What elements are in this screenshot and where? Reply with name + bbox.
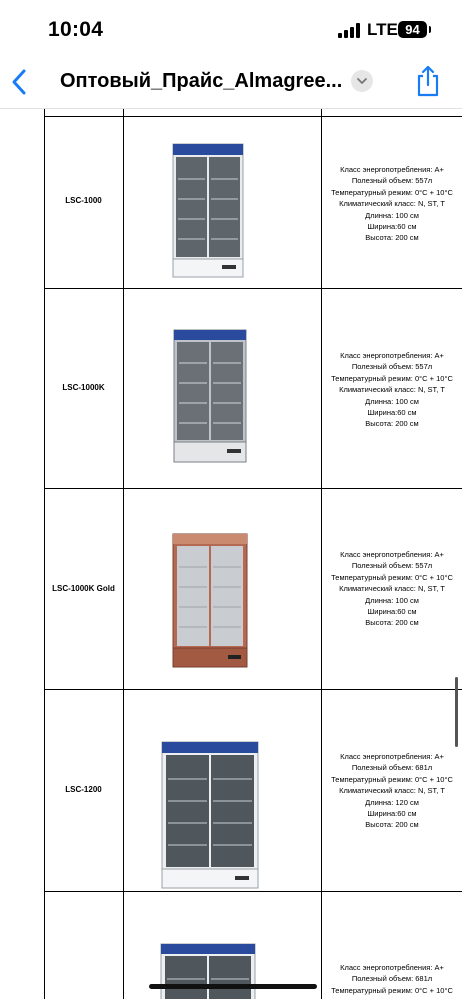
spec-line: Ширина:60 см [367, 607, 417, 617]
spec-line: Класс энергопотребления: A+ [340, 752, 444, 761]
network-type: LTE [367, 20, 398, 39]
fridge-image [161, 741, 259, 889]
spec-line: Климатический класс: N, ST, T [339, 786, 445, 796]
spec-line: Ширина:60 см [367, 222, 417, 232]
spec-line: Класс энергопотребления: A+ [340, 165, 444, 174]
table-row [44, 689, 462, 690]
fridge-image [173, 329, 247, 463]
fridge-image [172, 143, 244, 278]
table-border [44, 109, 45, 999]
spec-line: Температурный режим: 0°C + 10°C [331, 572, 453, 582]
fridge-image [172, 533, 248, 668]
spec-line: Температурный режим: 0°C + 10°C [331, 774, 453, 784]
spec-list [322, 549, 462, 629]
spec-line: Класс энергопотребления: A+ [340, 550, 444, 559]
battery-tip [429, 26, 431, 33]
spec-line: Высота: 200 см [365, 419, 419, 429]
spec-line: Температурный режим: 0°C + 10°C [331, 985, 453, 995]
spec-line: Ширина:60 см [367, 408, 417, 418]
spec-line: Высота: 200 см [365, 233, 419, 243]
spec-line: Климатический класс: N, ST, T [339, 199, 445, 209]
share-icon [414, 64, 442, 98]
spec-line: Класс энергопотребления: A+ [340, 351, 444, 360]
spec-line: Длинна: 100 см [365, 396, 419, 406]
share-button[interactable] [414, 64, 442, 98]
spec-line: Температурный режим: 0°C + 10°C [331, 187, 453, 197]
table-border [123, 109, 124, 999]
table-row [44, 488, 462, 489]
spec-list [322, 350, 462, 430]
document-title[interactable]: Оптовый_Прайс_Almagree... [60, 70, 343, 92]
status-bar [0, 0, 462, 56]
status-time: 10:04 [48, 18, 104, 41]
spec-line: Полезный объем: 681л [351, 974, 433, 984]
spec-line: Полезный объем: 681л [351, 763, 433, 773]
spec-line: Класс энергопотребления: A+ [340, 963, 444, 972]
title-menu-button[interactable] [351, 70, 373, 92]
spec-line: Высота: 200 см [365, 618, 419, 628]
table-row [44, 891, 462, 892]
model-name: LSC-1000 [65, 196, 102, 205]
back-button[interactable] [8, 66, 32, 98]
model-name: LSC-1000K Gold [52, 584, 115, 593]
model-name: LSC-1200 [65, 785, 102, 794]
home-indicator[interactable] [149, 984, 317, 989]
battery-icon: 94 [398, 21, 427, 38]
spec-list [322, 751, 462, 831]
table-row [44, 116, 462, 117]
navigation-bar [0, 56, 462, 109]
spec-line: Ширина:60 см [367, 809, 417, 819]
spec-line: Температурный режим: 0°C + 10°C [331, 373, 453, 383]
cellular-signal-icon [338, 23, 362, 38]
spec-line: Полезный объем: 557л [351, 561, 433, 571]
chevron-left-icon [8, 66, 32, 98]
spec-line: Климатический класс: N, ST, T [339, 385, 445, 395]
spec-list [322, 164, 462, 244]
fridge-image [160, 943, 256, 999]
spec-line: Полезный объем: 557л [351, 362, 433, 372]
spec-line: Полезный объем: 557л [351, 176, 433, 186]
spec-list [322, 962, 462, 996]
spec-line: Высота: 200 см [365, 820, 419, 830]
spec-line: Длинна: 100 см [365, 595, 419, 605]
spec-line: Длинна: 100 см [365, 210, 419, 220]
chevron-down-icon [351, 70, 373, 92]
scrollbar[interactable] [455, 677, 458, 747]
model-name: LSC-1000K [62, 383, 105, 392]
spec-line: Длинна: 120 см [365, 797, 419, 807]
spec-line: Климатический класс: N, ST, T [339, 584, 445, 594]
table-row [44, 288, 462, 289]
document-page[interactable] [0, 109, 462, 999]
